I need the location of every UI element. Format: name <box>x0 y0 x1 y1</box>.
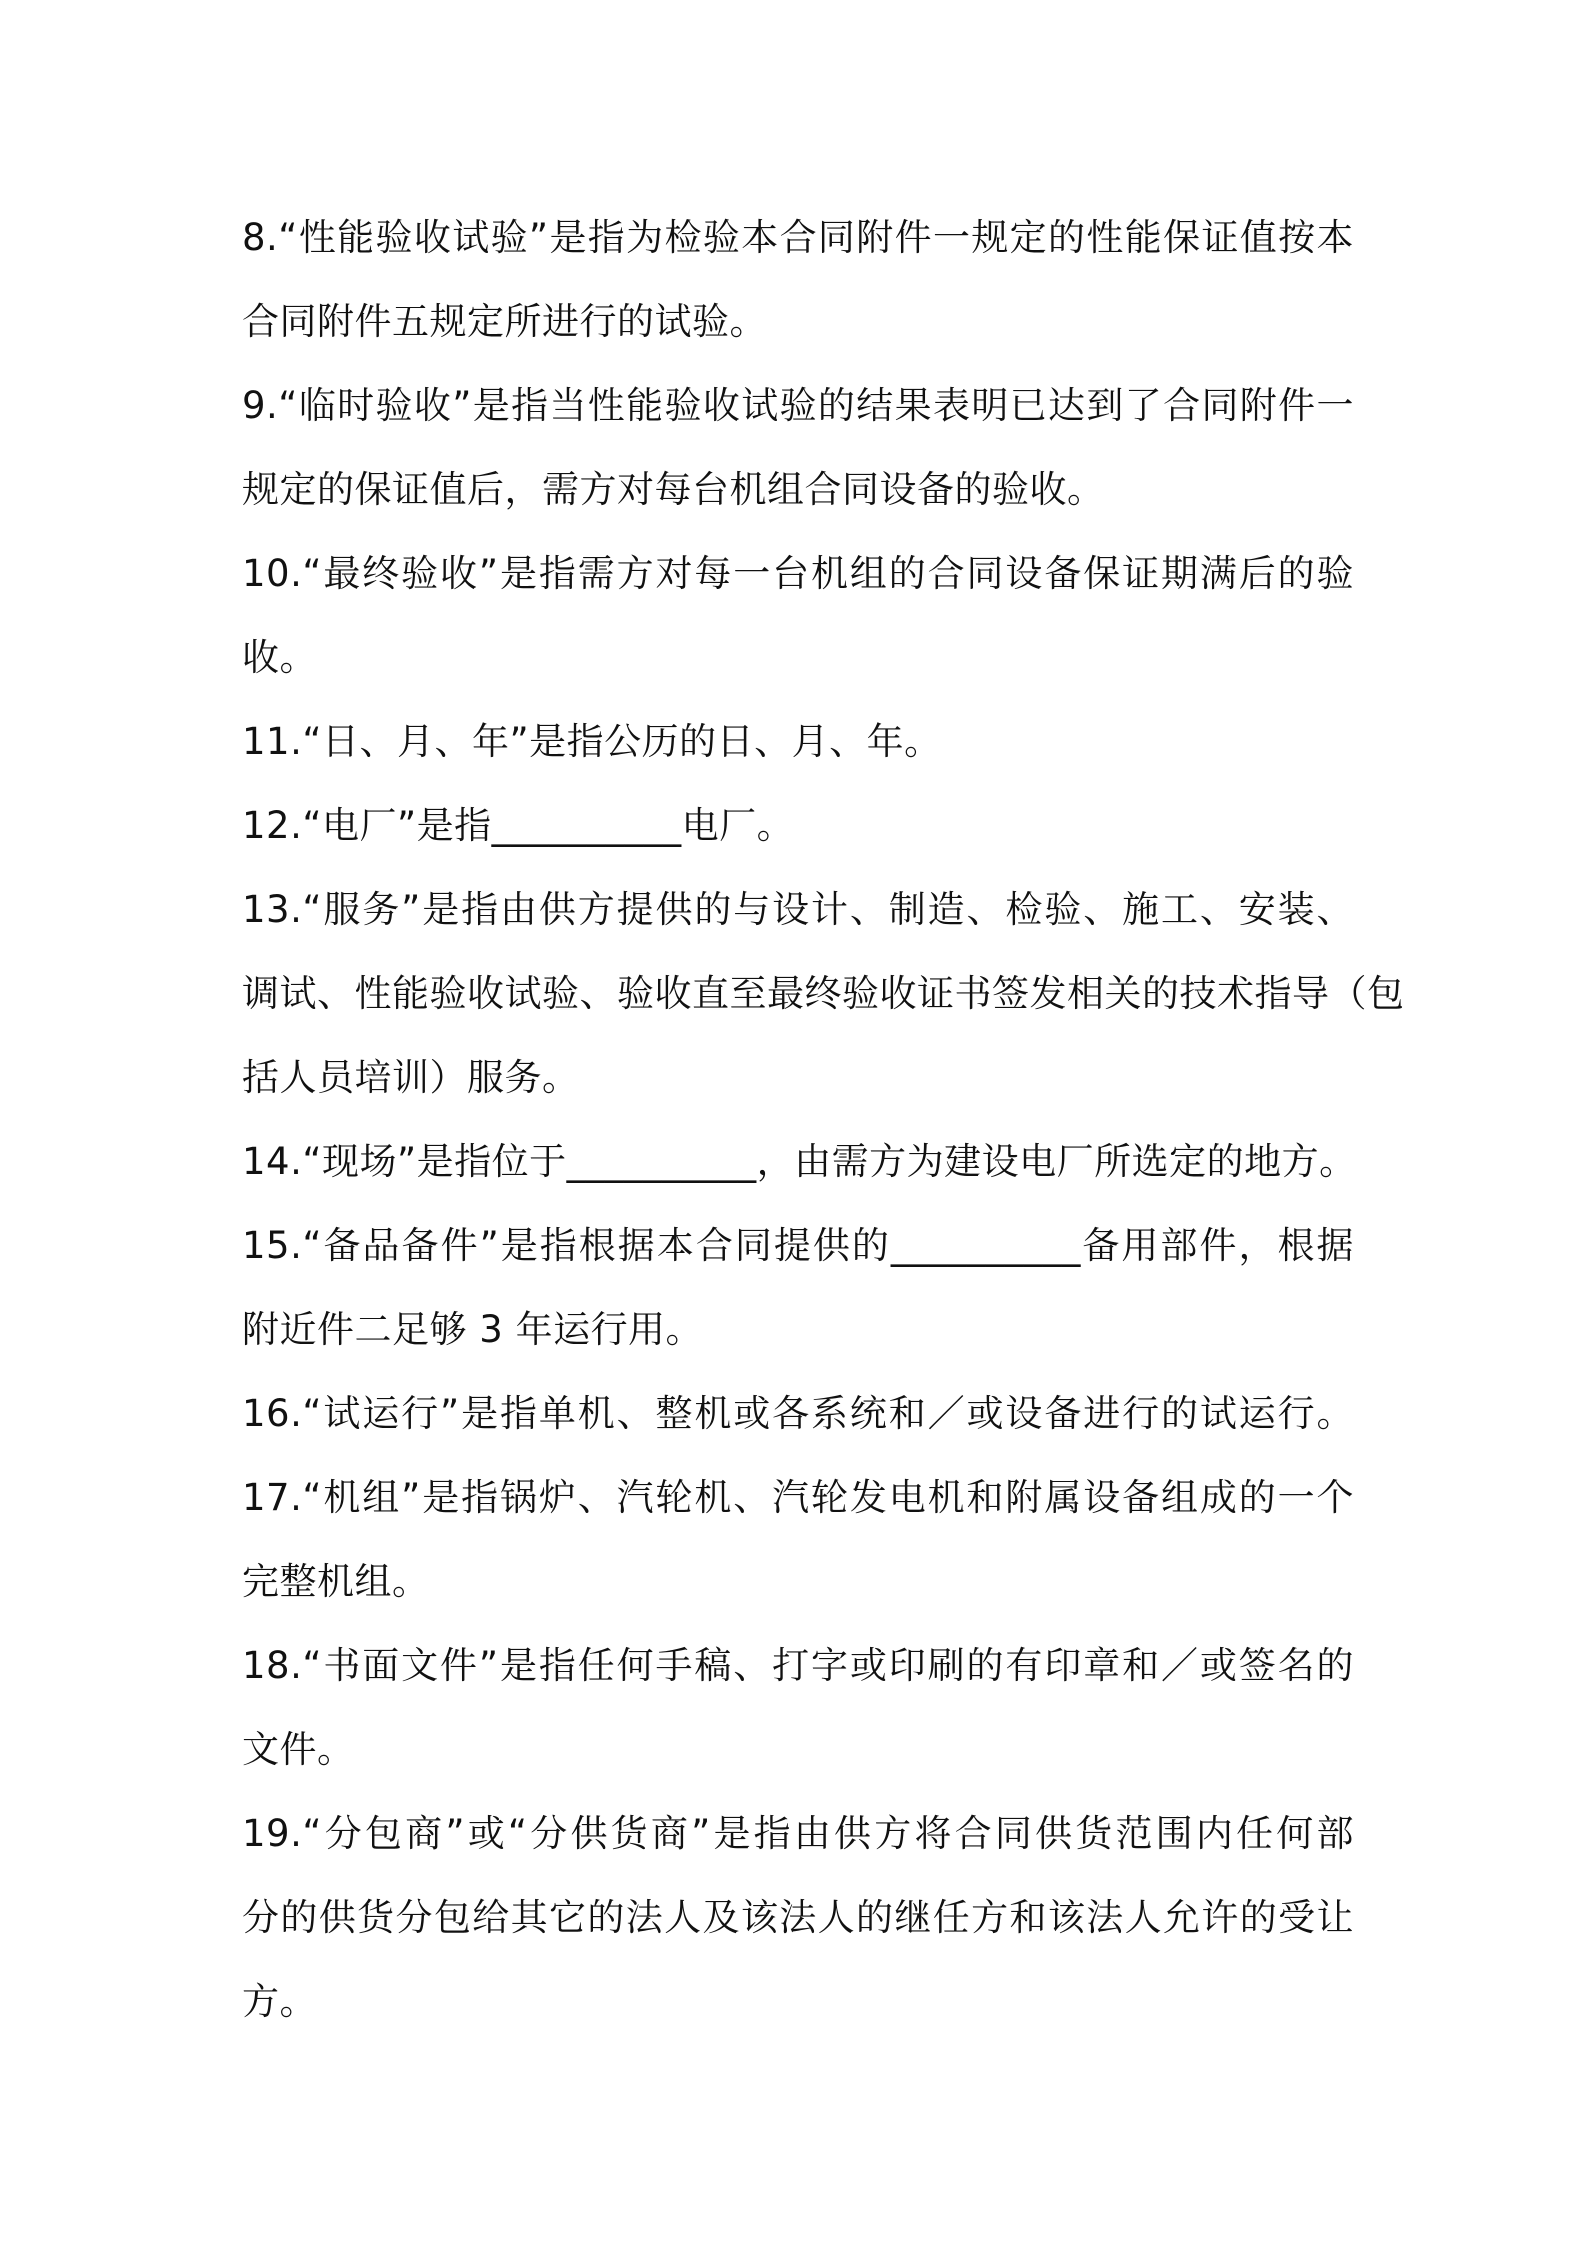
text-line: 15.“备品备件”是指根据本合同提供的__________备用部件，根据 <box>242 1224 1354 1267</box>
text-line: 完整机组。 <box>242 1560 430 1603</box>
text-line: 文件。 <box>242 1728 355 1771</box>
text-line: 14.“现场”是指位于__________，由需方为建设电厂所选定的地方。 <box>242 1140 1357 1183</box>
text-line: 19.“分包商”或“分供货商”是指由供方将合同供货范围内任何部 <box>242 1812 1354 1855</box>
text-line: 分的供货分包给其它的法人及该法人的继任方和该法人允许的受让 <box>242 1896 1354 1939</box>
text-line: 9.“临时验收”是指当性能验收试验的结果表明已达到了合同附件一 <box>242 384 1354 427</box>
text-line: 收。 <box>242 636 317 679</box>
definitions-text <box>242 196 1405 2044</box>
text-line: 合同附件五规定所进行的试验。 <box>242 300 767 343</box>
text-line: 10.“最终验收”是指需方对每一台机组的合同设备保证期满后的验 <box>242 552 1354 595</box>
text-line: 规定的保证值后，需方对每台机组合同设备的验收。 <box>242 468 1105 511</box>
text-line: 17.“机组”是指锅炉、汽轮机、汽轮发电机和附属设备组成的一个 <box>242 1476 1354 1519</box>
text-line: 括人员培训）服务。 <box>242 1056 580 1099</box>
text-line: 方。 <box>242 1980 317 2023</box>
text-line: 8.“性能验收试验”是指为检验本合同附件一规定的性能保证值按本 <box>242 216 1354 259</box>
text-line: 13.“服务”是指由供方提供的与设计、制造、检验、施工、安装、 <box>242 888 1354 931</box>
text-line: 附近件二足够 3 年运行用。 <box>242 1308 704 1351</box>
text-line: 11.“日、月、年”是指公历的日、月、年。 <box>242 720 942 763</box>
text-line: 16.“试运行”是指单机、整机或各系统和／或设备进行的试运行。 <box>242 1392 1354 1435</box>
text-line: 12.“电厂”是指__________电厂。 <box>242 804 795 847</box>
text-line: 18.“书面文件”是指任何手稿、打字或印刷的有印章和／或签名的 <box>242 1644 1354 1687</box>
text-line: 调试、性能验收试验、验收直至最终验收证书签发相关的技术指导（包 <box>242 972 1405 1015</box>
